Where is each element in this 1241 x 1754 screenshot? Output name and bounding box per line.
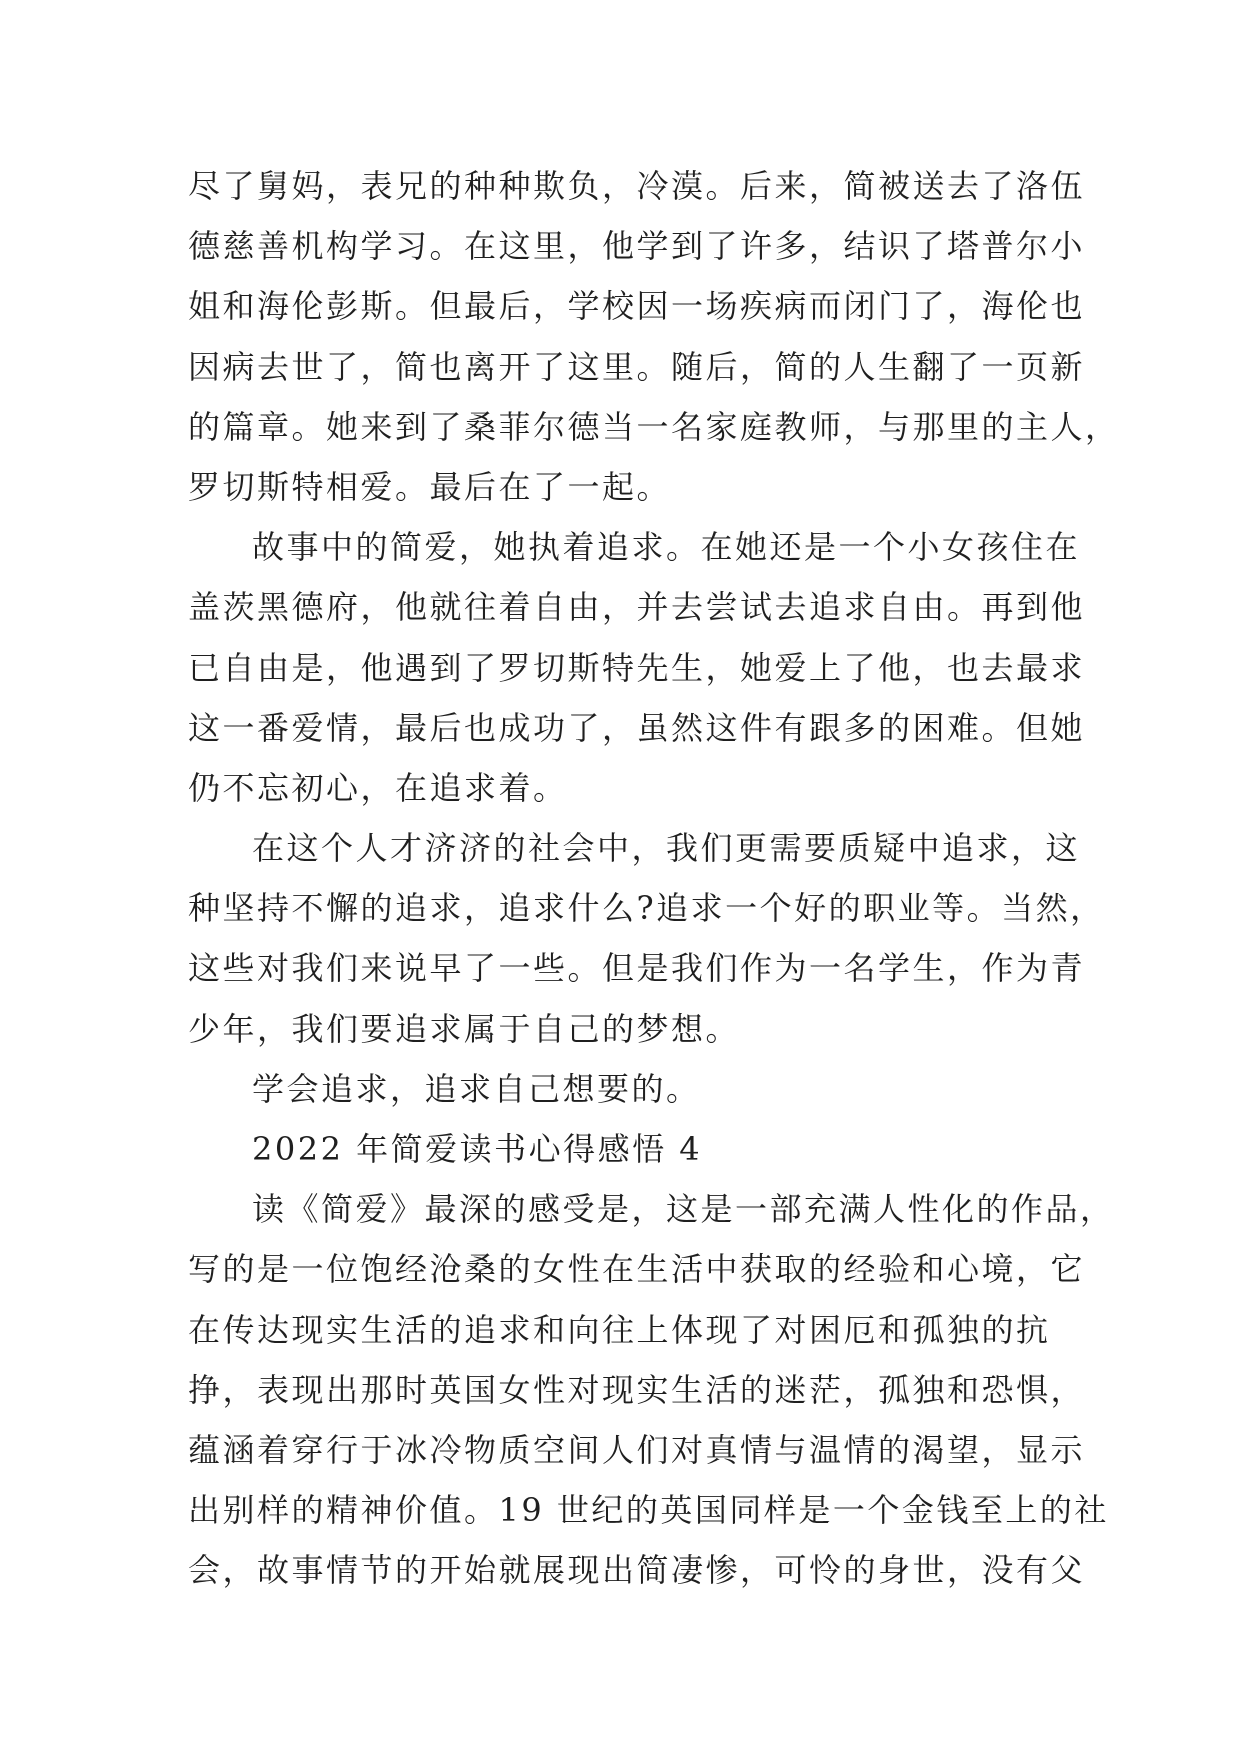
text-line: 姐和海伦彭斯。但最后，学校因一场疾病而闭门了，海伦也 (188, 287, 1086, 326)
text-line: 仍不忘初心，在追求着。 (188, 768, 568, 807)
text-line: 种坚持不懈的追求，追求什么?追求一个好的职业等。当然， (188, 889, 1105, 928)
text-line: 少年，我们要追求属于自己的梦想。 (188, 1009, 741, 1048)
text-line: 挣，表现出那时英国女性对现实生活的迷茫，孤独和恐惧， (188, 1370, 1086, 1409)
text-line: 已自由是，他遇到了罗切斯特先生，她爱上了他，也去最求 (188, 648, 1086, 687)
text-line: 会，故事情节的开始就展现出简凄惨，可怜的身世，没有父 (188, 1551, 1086, 1590)
text-line: 盖茨黑德府，他就往着自由，并去尝试去追求自由。再到他 (188, 588, 1086, 627)
text-line: 出别样的精神价值。19 世纪的英国同样是一个金钱至上的社 (188, 1491, 1109, 1530)
text-line: 这一番爱情，最后也成功了，虽然这件有跟多的困难。但她 (188, 708, 1086, 747)
document-body (188, 156, 1120, 1601)
section-heading: 2022 年简爱读书心得感悟 4 (252, 1130, 703, 1168)
text-line: 蕴涵着穿行于冰冷物质空间人们对真情与温情的渴望，显示 (188, 1430, 1086, 1469)
text-line: 写的是一位饱经沧桑的女性在生活中获取的经验和心境，它 (188, 1250, 1086, 1289)
text-line: 因病去世了，简也离开了这里。随后，简的人生翻了一页新 (188, 347, 1086, 386)
text-line: 尽了舅妈，表兄的种种欺负，冷漠。后来，简被送去了洛伍 (188, 167, 1086, 205)
text-line: 这些对我们来说早了一些。但是我们作为一名学生，作为青 (188, 949, 1086, 988)
text-line: 在传达现实生活的追求和向往上体现了对困厄和孤独的抗 (188, 1310, 1051, 1349)
text-line: 德慈善机构学习。在这里，他学到了许多，结识了塔普尔小 (188, 227, 1086, 266)
paragraph-start-line: 故事中的简爱，她执着追求。在她还是一个小女孩住在 (252, 528, 1081, 567)
text-line: 的篇章。她来到了桑菲尔德当一名家庭教师，与那里的主人， (188, 407, 1120, 446)
paragraph-start-line: 在这个人才济济的社会中，我们更需要质疑中追求，这 (252, 829, 1081, 868)
paragraph-start-line: 学会追求，追求自己想要的。 (252, 1069, 701, 1108)
text-line: 罗切斯特相爱。最后在了一起。 (188, 467, 672, 506)
paragraph-start-line: 读《简爱》最深的感受是，这是一部充满人性化的作品， (252, 1190, 1115, 1229)
